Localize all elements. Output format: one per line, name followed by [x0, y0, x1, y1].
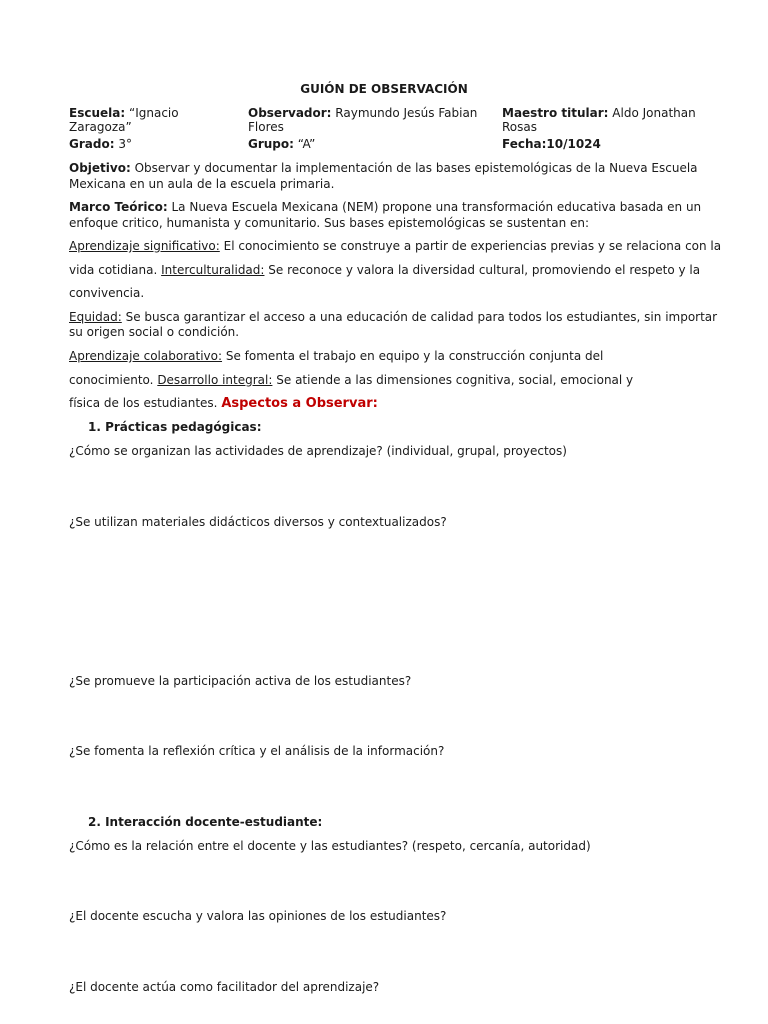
integral-label: Desarrollo integral:	[157, 373, 273, 387]
maestro-field	[502, 106, 732, 134]
aprendizaje-text-cont: vida cotidiana.	[69, 263, 158, 277]
interculturalidad-label: Interculturalidad:	[161, 263, 265, 277]
grupo-label: Grupo:	[248, 137, 294, 151]
grupo-field	[248, 137, 315, 151]
aspectos-heading: Aspectos a Observar:	[221, 396, 378, 411]
section-2-question-3: ¿El docente actúa como facilitador del aprendizaje?	[69, 980, 380, 994]
section-2-question-2: ¿El docente escucha y valora las opiniones de los estudiantes?	[69, 909, 447, 923]
maestro-label: Maestro titular:	[502, 106, 609, 120]
grado-value: 3°	[118, 137, 132, 151]
observador-label: Observador:	[248, 106, 332, 120]
document-title: GUIÓN DE OBSERVACIÓN	[300, 82, 468, 96]
objetivo-line-2: Mexicana en un aula de la escuela primaria.	[69, 177, 335, 191]
escuela-label: Escuela:	[69, 106, 126, 120]
escuela-field	[69, 106, 239, 134]
integral-line-2	[69, 396, 378, 411]
colaborativo-line-2	[69, 373, 633, 387]
interculturalidad-text: Se reconoce y valora la diversidad cultural, promoviendo el respeto y la	[268, 263, 701, 277]
aprendizaje-line-2	[69, 263, 700, 277]
observador-field	[248, 106, 498, 134]
section-1-question-2: ¿Se utilizan materiales didácticos diversos y contextualizados?	[69, 515, 447, 529]
objetivo-label: Objetivo:	[69, 161, 131, 175]
colaborativo-label: Aprendizaje colaborativo:	[69, 349, 223, 363]
observador-value-cont: Flores	[248, 120, 284, 134]
grado-field	[69, 137, 132, 151]
maestro-value-cont: Rosas	[502, 120, 537, 134]
equidad-label: Equidad:	[69, 310, 122, 324]
aprendizaje-line-1	[69, 239, 721, 253]
marco-line-2: enfoque critico, humanista y comunitario. Sus bases epistemológicas se sustentan en:	[69, 216, 590, 230]
maestro-value: Aldo Jonathan	[612, 106, 696, 120]
section-2-question-1: ¿Cómo es la relación entre el docente y las estudiantes? (respeto, cercanía, autoridad)	[69, 839, 591, 853]
observador-value: Raymundo Jesús Fabian	[335, 106, 478, 120]
colaborativo-text: Se fomenta el trabajo en equipo y la construcción conjunta del	[225, 349, 604, 363]
fecha-field: Fecha:10/1024	[502, 137, 601, 151]
interculturalidad-line-2: convivencia.	[69, 286, 145, 300]
equidad-text: Se busca garantizar el acceso a una educación de calidad para todos los estudiantes, sin importar	[125, 310, 718, 324]
colaborativo-text-cont: conocimiento.	[69, 373, 154, 387]
integral-text: Se atiende a las dimensiones cognitiva, social, emocional y	[276, 373, 634, 387]
marco-label: Marco Teórico:	[69, 200, 168, 214]
objetivo-line-1	[69, 161, 698, 175]
grado-label: Grado:	[69, 137, 115, 151]
escuela-value: “Ignacio	[128, 106, 179, 120]
section-1-heading: 1. Prácticas pedagógicas:	[88, 420, 262, 434]
section-1-question-4: ¿Se fomenta la reflexión crítica y el análisis de la información?	[69, 744, 445, 758]
section-2-heading: 2. Interacción docente-estudiante:	[88, 815, 323, 829]
marco-line-1	[69, 200, 701, 214]
section-1-question-1: ¿Cómo se organizan las actividades de aprendizaje? (individual, grupal, proyectos)	[69, 444, 567, 458]
grupo-value: “A”	[297, 137, 316, 151]
section-1-question-3: ¿Se promueve la participación activa de los estudiantes?	[69, 674, 412, 688]
aprendizaje-label: Aprendizaje significativo:	[69, 239, 220, 253]
aprendizaje-text: El conocimiento se construye a partir de experiencias previas y se relaciona con la	[223, 239, 722, 253]
colaborativo-line-1	[69, 349, 603, 363]
objetivo-text: Observar y documentar la implementación de las bases epistemológicas de la Nueva Escuela	[134, 161, 698, 175]
integral-text-cont: física de los estudiantes.	[69, 396, 218, 410]
equidad-line-1	[69, 310, 717, 324]
escuela-value-cont: Zaragoza”	[69, 120, 132, 134]
equidad-line-2: su origen social o condición.	[69, 325, 240, 339]
marco-text: La Nueva Escuela Mexicana (NEM) propone una transformación educativa basada en un	[171, 200, 702, 214]
